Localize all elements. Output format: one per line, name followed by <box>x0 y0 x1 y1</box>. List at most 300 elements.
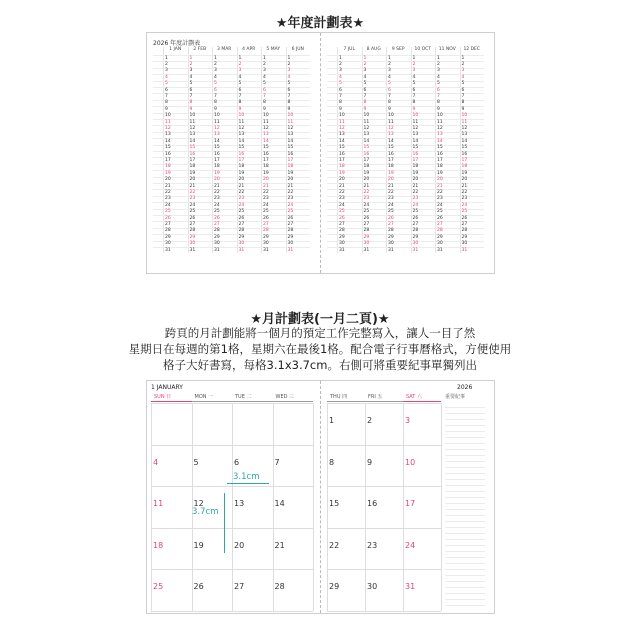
notes-line <box>445 407 485 408</box>
day-number: 12 <box>263 125 269 131</box>
calendar-day-number: 12 <box>193 499 204 508</box>
day-number: 9 <box>363 106 367 112</box>
day-number: 17 <box>363 157 370 163</box>
day-number: 20 <box>412 177 419 183</box>
day-number: 28 <box>189 228 196 234</box>
day-number: 8 <box>263 100 266 106</box>
day-number: 28 <box>263 228 269 234</box>
month-column-header: 7 JUL <box>343 47 355 52</box>
day-number: 17 <box>437 157 443 163</box>
annual-plan-spread <box>146 32 495 274</box>
day-row-line <box>327 113 484 114</box>
day-number: 30 <box>287 241 294 247</box>
calendar-day-number: 3 <box>405 416 411 425</box>
calendar-day-number: 28 <box>274 582 285 591</box>
day-number: 8 <box>437 100 440 106</box>
day-number: 8 <box>339 100 342 106</box>
day-row-line <box>327 93 484 94</box>
day-number: 9 <box>437 106 440 112</box>
day-number: 16 <box>363 151 370 157</box>
grid-row-line <box>151 486 313 487</box>
calendar-day-number: 4 <box>153 457 159 467</box>
day-number: 11 <box>238 119 245 125</box>
day-number: 4 <box>461 74 465 80</box>
notes-line <box>445 563 485 564</box>
height-dimension-label: 3.7cm <box>192 507 219 517</box>
day-number: 20 <box>165 177 171 183</box>
day-number: 31 <box>263 247 269 253</box>
day-number: 7 <box>339 93 342 99</box>
weekday-underline <box>403 401 441 402</box>
day-number: 25 <box>412 209 419 215</box>
day-row-line <box>153 228 310 229</box>
day-row-line <box>327 196 484 197</box>
day-row-line <box>327 68 484 69</box>
day-number: 25 <box>363 209 370 215</box>
day-number: 9 <box>412 106 416 112</box>
day-number: 5 <box>461 81 465 87</box>
day-number: 6 <box>412 87 416 93</box>
day-number: 16 <box>388 151 394 157</box>
notes-line <box>445 461 485 462</box>
day-row-line <box>327 170 484 171</box>
day-number: 23 <box>263 196 269 202</box>
notes-line <box>445 521 485 522</box>
day-number: 15 <box>189 145 196 151</box>
calendar-day-number: 22 <box>329 540 340 550</box>
day-number: 5 <box>388 81 391 87</box>
day-number: 25 <box>461 209 468 215</box>
day-number: 11 <box>461 119 468 125</box>
day-number: 6 <box>165 87 168 93</box>
day-number: 24 <box>189 202 196 208</box>
day-number: 12 <box>388 125 394 131</box>
day-number: 16 <box>437 151 443 157</box>
day-number: 3 <box>238 68 242 74</box>
calendar-day-number: 17 <box>405 499 416 508</box>
day-number: 17 <box>263 157 269 163</box>
day-number: 19 <box>287 170 294 176</box>
spread-gutter <box>320 381 321 613</box>
day-number: 26 <box>165 215 171 221</box>
day-number: 22 <box>388 189 394 195</box>
day-number: 15 <box>363 145 370 151</box>
day-number: 29 <box>287 234 294 240</box>
annual-left-page <box>153 47 313 267</box>
day-number: 19 <box>339 170 345 176</box>
day-row-line <box>153 241 310 242</box>
day-number: 2 <box>287 61 291 67</box>
day-number: 30 <box>238 241 245 247</box>
day-number: 13 <box>412 132 419 138</box>
day-number: 17 <box>165 157 171 163</box>
day-row-line <box>327 151 484 152</box>
day-number: 8 <box>165 100 168 106</box>
day-number: 24 <box>214 202 220 208</box>
day-number: 18 <box>412 164 419 170</box>
notes-header: 重要紀事 <box>445 394 466 400</box>
day-number: 21 <box>388 183 394 189</box>
day-number: 13 <box>214 132 220 138</box>
grid-row-line <box>327 569 441 570</box>
description-line-3: 格子大好書寫，每格3.1x3.7cm。右側可將重要紀事單獨列出 <box>163 358 477 372</box>
day-row-line <box>327 164 484 165</box>
month-column-header: 3 MAR <box>217 47 232 52</box>
day-number: 11 <box>363 119 370 125</box>
day-row-line <box>153 119 310 120</box>
day-number: 10 <box>388 113 394 119</box>
day-row-line <box>327 119 484 120</box>
calendar-day-number: 23 <box>367 540 378 550</box>
day-number: 23 <box>189 196 196 202</box>
day-number: 8 <box>461 100 465 106</box>
day-number: 27 <box>339 221 345 227</box>
day-number: 7 <box>189 93 193 99</box>
day-number: 4 <box>388 74 391 80</box>
day-number: 27 <box>461 221 468 227</box>
weekday-header: TUE 二 <box>235 394 252 400</box>
day-number: 7 <box>412 93 416 99</box>
day-number: 9 <box>238 106 242 112</box>
day-number: 11 <box>437 119 443 125</box>
day-row-line <box>153 164 310 165</box>
calendar-day-number: 8 <box>329 457 335 467</box>
day-number: 13 <box>437 132 443 138</box>
notes-line <box>445 479 485 480</box>
day-number: 25 <box>388 209 394 215</box>
day-number: 21 <box>189 183 196 189</box>
day-number: 1 <box>363 55 367 61</box>
weekday-header: MON 一 <box>194 394 214 400</box>
day-number: 15 <box>461 145 468 151</box>
day-row-line <box>327 183 484 184</box>
day-number: 9 <box>339 106 342 112</box>
day-number: 30 <box>412 241 419 247</box>
day-number: 18 <box>238 164 245 170</box>
day-number: 17 <box>214 157 220 163</box>
day-number: 31 <box>388 247 394 253</box>
day-number: 5 <box>287 81 291 87</box>
day-number: 3 <box>189 68 193 74</box>
day-number: 5 <box>412 81 416 87</box>
day-number: 25 <box>263 209 269 215</box>
day-number: 11 <box>165 119 171 125</box>
day-number: 24 <box>461 202 468 208</box>
day-number: 25 <box>189 209 196 215</box>
calendar-day-number: 2 <box>367 416 373 425</box>
day-number: 18 <box>363 164 370 170</box>
day-number: 19 <box>388 170 394 176</box>
day-number: 7 <box>287 93 291 99</box>
notes-line <box>445 581 485 582</box>
day-number: 15 <box>412 145 419 151</box>
day-number: 9 <box>287 106 291 112</box>
day-number: 20 <box>263 177 269 183</box>
notes-line <box>445 599 485 600</box>
notes-line <box>445 587 485 588</box>
month-column-header: 2 FEB <box>193 47 207 52</box>
notes-line <box>445 539 485 540</box>
month-column-header: 11 NOV <box>438 47 456 52</box>
day-number: 22 <box>263 189 269 195</box>
day-number: 26 <box>238 215 245 221</box>
day-number: 5 <box>339 81 342 87</box>
day-row-line <box>327 215 484 216</box>
day-number: 12 <box>287 125 294 131</box>
day-number: 24 <box>339 202 345 208</box>
day-row-line <box>153 61 310 62</box>
day-number: 4 <box>437 74 440 80</box>
day-number: 19 <box>214 170 220 176</box>
day-number: 19 <box>238 170 245 176</box>
day-number: 30 <box>189 241 196 247</box>
day-row-line <box>327 247 484 248</box>
day-number: 7 <box>461 93 465 99</box>
calendar-day-number: 9 <box>367 457 373 467</box>
weekday-header: WED 三 <box>275 394 295 400</box>
day-number: 1 <box>165 55 168 61</box>
grid-column-line <box>232 403 233 611</box>
day-row-line <box>153 215 310 216</box>
day-number: 29 <box>165 234 171 240</box>
day-number: 31 <box>189 247 196 253</box>
day-number: 1 <box>238 55 242 61</box>
notes-line <box>445 545 485 546</box>
notes-line <box>445 575 485 576</box>
day-number: 9 <box>189 106 193 112</box>
day-number: 15 <box>238 145 245 151</box>
day-number: 4 <box>363 74 367 80</box>
calendar-day-number: 20 <box>234 540 245 550</box>
calendar-day-number: 19 <box>193 540 204 550</box>
day-number: 23 <box>287 196 294 202</box>
day-number: 28 <box>388 228 394 234</box>
day-number: 20 <box>214 177 220 183</box>
day-number: 4 <box>263 74 266 80</box>
day-number: 30 <box>214 241 220 247</box>
day-number: 3 <box>363 68 367 74</box>
day-number: 25 <box>214 209 220 215</box>
day-number: 8 <box>412 100 416 106</box>
annual-right-page <box>327 47 487 267</box>
notes-line <box>445 443 485 444</box>
day-row-line <box>153 151 310 152</box>
day-number: 28 <box>165 228 171 234</box>
day-number: 29 <box>412 234 419 240</box>
day-row-line <box>327 138 484 139</box>
calendar-day-number: 29 <box>329 582 340 591</box>
day-number: 16 <box>461 151 468 157</box>
calendar-day-number: 16 <box>367 499 378 508</box>
day-number: 26 <box>189 215 196 221</box>
calendar-day-number: 6 <box>234 457 240 467</box>
day-number: 28 <box>412 228 419 234</box>
day-number: 3 <box>461 68 465 74</box>
day-number: 11 <box>189 119 196 125</box>
day-number: 21 <box>263 183 269 189</box>
day-number: 3 <box>214 68 217 74</box>
day-number: 13 <box>263 132 269 138</box>
day-number: 13 <box>388 132 394 138</box>
day-number: 7 <box>214 93 217 99</box>
day-number: 16 <box>238 151 245 157</box>
day-number: 11 <box>287 119 294 125</box>
day-number: 13 <box>165 132 171 138</box>
calendar-day-number: 27 <box>234 582 245 591</box>
day-row-line <box>153 221 310 222</box>
notes-line <box>445 503 485 504</box>
day-number: 31 <box>437 247 443 253</box>
day-number: 17 <box>287 157 294 163</box>
weekday-underline <box>327 401 365 402</box>
day-number: 21 <box>214 183 220 189</box>
day-number: 2 <box>165 61 168 67</box>
day-row-line <box>327 234 484 235</box>
day-number: 20 <box>363 177 370 183</box>
day-number: 1 <box>339 55 342 61</box>
day-number: 28 <box>214 228 220 234</box>
day-row-line <box>153 81 310 82</box>
day-number: 26 <box>214 215 220 221</box>
day-number: 27 <box>388 221 394 227</box>
day-number: 11 <box>263 119 269 125</box>
day-row-line <box>153 87 310 88</box>
day-number: 29 <box>214 234 220 240</box>
day-number: 22 <box>339 189 345 195</box>
day-number: 21 <box>461 183 468 189</box>
day-number: 8 <box>363 100 367 106</box>
day-number: 26 <box>363 215 370 221</box>
weekday-header: FRI 五 <box>368 394 383 400</box>
monthly-plan-heading: ★月計劃表(一月二頁)★ <box>250 312 390 327</box>
day-number: 16 <box>412 151 419 157</box>
day-number: 25 <box>437 209 443 215</box>
day-number: 19 <box>437 170 443 176</box>
day-number: 8 <box>287 100 291 106</box>
day-row-line <box>153 55 310 56</box>
grid-column-line <box>365 403 366 611</box>
day-number: 28 <box>437 228 443 234</box>
day-number: 8 <box>388 100 391 106</box>
day-number: 15 <box>287 145 294 151</box>
day-number: 1 <box>214 55 217 61</box>
day-number: 21 <box>238 183 245 189</box>
calendar-day-number: 1 <box>329 416 335 425</box>
day-row-line <box>153 106 310 107</box>
day-number: 17 <box>189 157 196 163</box>
day-number: 2 <box>339 61 342 67</box>
grid-row-line <box>151 528 313 529</box>
grid-row-line <box>327 445 441 446</box>
day-number: 29 <box>238 234 245 240</box>
monthly-right-page <box>327 393 490 609</box>
day-number: 4 <box>412 74 416 80</box>
day-number: 10 <box>214 113 220 119</box>
day-number: 20 <box>238 177 245 183</box>
day-number: 7 <box>363 93 367 99</box>
day-number: 22 <box>189 189 196 195</box>
day-row-line <box>327 87 484 88</box>
day-row-line <box>153 132 310 133</box>
day-number: 27 <box>165 221 171 227</box>
day-number: 12 <box>238 125 245 131</box>
day-number: 4 <box>238 74 242 80</box>
day-number: 24 <box>165 202 171 208</box>
day-number: 16 <box>339 151 345 157</box>
day-number: 4 <box>214 74 217 80</box>
day-number: 3 <box>388 68 391 74</box>
day-number: 9 <box>388 106 391 112</box>
day-number: 25 <box>339 209 345 215</box>
day-number: 1 <box>388 55 391 61</box>
day-number: 31 <box>412 247 419 253</box>
day-number: 24 <box>388 202 394 208</box>
notes-line <box>445 593 485 594</box>
month-label: 1 JANUARY <box>151 384 183 391</box>
day-number: 15 <box>388 145 394 151</box>
day-number: 14 <box>238 138 245 144</box>
day-number: 12 <box>165 125 171 131</box>
day-number: 27 <box>263 221 269 227</box>
day-number: 14 <box>263 138 269 144</box>
day-number: 30 <box>165 241 171 247</box>
day-number: 14 <box>363 138 370 144</box>
day-row-line <box>327 221 484 222</box>
day-number: 31 <box>214 247 220 253</box>
day-number: 13 <box>238 132 245 138</box>
day-number: 7 <box>165 93 168 99</box>
day-number: 22 <box>287 189 294 195</box>
notes-line <box>445 413 485 414</box>
calendar-day-number: 15 <box>329 499 340 508</box>
day-number: 21 <box>363 183 370 189</box>
day-number: 14 <box>189 138 196 144</box>
day-number: 15 <box>165 145 171 151</box>
day-number: 31 <box>287 247 294 253</box>
day-number: 11 <box>214 119 220 125</box>
day-row-line <box>327 55 484 56</box>
calendar-day-number: 7 <box>274 457 280 467</box>
calendar-day-number: 31 <box>405 582 416 591</box>
height-dimension-line <box>224 493 225 553</box>
day-number: 11 <box>388 119 394 125</box>
day-number: 18 <box>388 164 394 170</box>
day-number: 1 <box>412 55 416 61</box>
day-number: 30 <box>363 241 370 247</box>
day-number: 3 <box>263 68 266 74</box>
day-number: 12 <box>214 125 220 131</box>
day-number: 21 <box>339 183 345 189</box>
day-number: 22 <box>363 189 370 195</box>
day-number: 29 <box>461 234 468 240</box>
day-row-line <box>327 74 484 75</box>
day-number: 10 <box>189 113 196 119</box>
day-number: 2 <box>412 61 416 67</box>
day-number: 19 <box>165 170 171 176</box>
day-number: 8 <box>238 100 242 106</box>
notes-line <box>445 419 485 420</box>
notes-line <box>445 485 485 486</box>
day-row-line <box>153 209 310 210</box>
day-number: 2 <box>263 61 266 67</box>
day-number: 20 <box>437 177 443 183</box>
day-number: 14 <box>461 138 468 144</box>
notes-line <box>445 509 485 510</box>
day-number: 17 <box>412 157 419 163</box>
day-row-line <box>153 234 310 235</box>
day-number: 5 <box>214 81 217 87</box>
day-row-line <box>153 177 310 178</box>
